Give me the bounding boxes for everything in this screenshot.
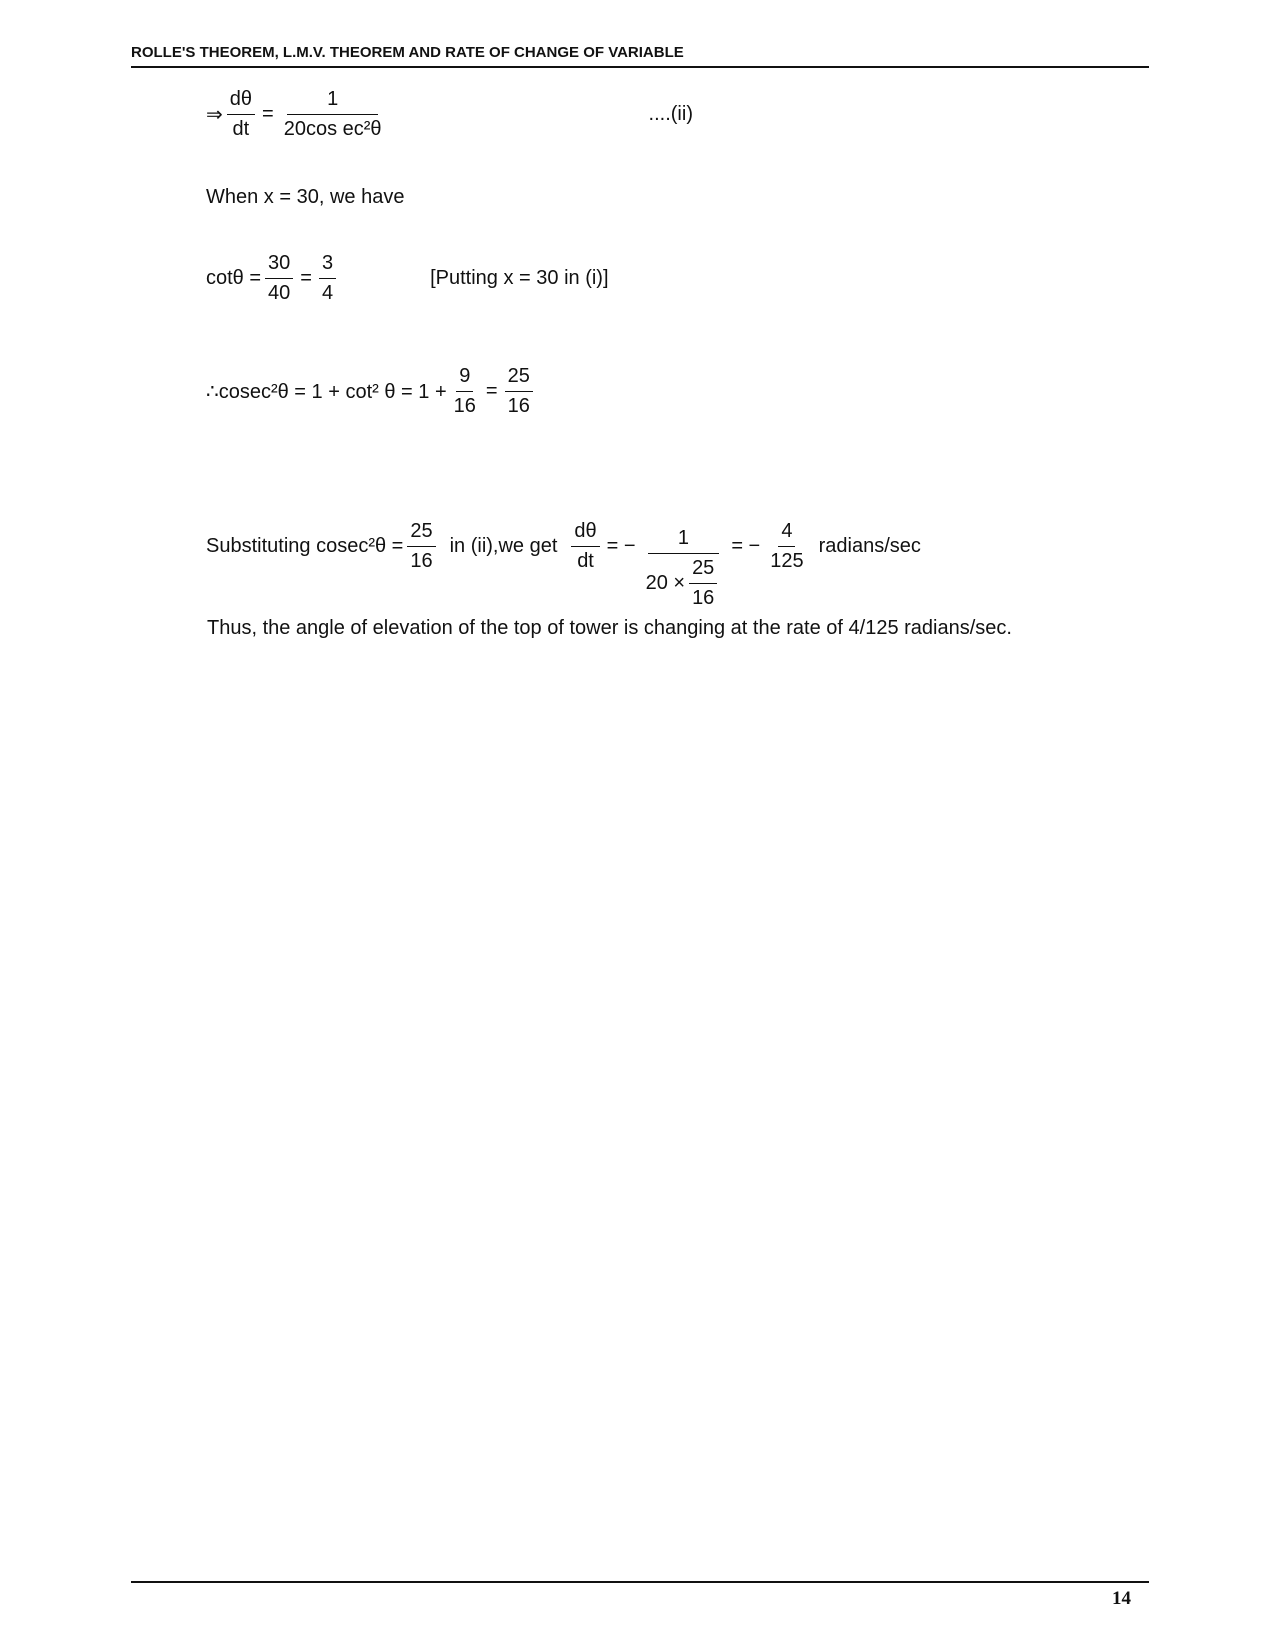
- equals: =: [262, 103, 274, 125]
- numerator: 3: [319, 252, 336, 279]
- text-mid: in (ii),we get: [449, 535, 558, 557]
- numerator: 25: [689, 557, 717, 584]
- equation-substitution: [206, 483, 921, 610]
- numerator: dθ: [571, 520, 599, 547]
- denominator: 40: [268, 282, 291, 304]
- denominator: 4: [321, 282, 334, 304]
- unit: radians/sec: [818, 535, 921, 557]
- nested-fraction: [689, 557, 717, 610]
- equals: =: [485, 380, 498, 402]
- denominator: [643, 554, 725, 610]
- lhs: ∴cosec²θ = 1 + cot² θ = 1 +: [206, 381, 447, 403]
- fraction: [643, 527, 725, 610]
- denominator: 16: [507, 395, 530, 417]
- lhs: Substituting cosec²θ =: [206, 535, 404, 557]
- fraction: [451, 365, 479, 418]
- denominator: 16: [410, 550, 433, 572]
- numerator: 1: [287, 88, 378, 115]
- numerator: 9: [456, 365, 473, 392]
- implies-symbol: ⇒: [206, 104, 223, 126]
- numerator: dθ: [227, 88, 255, 115]
- fraction: [571, 520, 599, 573]
- numerator: 30: [265, 252, 293, 279]
- fraction: [265, 252, 293, 305]
- denominator: dt: [577, 550, 594, 572]
- footer-rule: [131, 1581, 1149, 1583]
- equation-cosec: [206, 365, 537, 418]
- denominator: 16: [453, 395, 476, 417]
- denominator: 125: [770, 550, 804, 572]
- denominator: 20cos ec²θ: [283, 118, 382, 140]
- equals-minus: = −: [731, 535, 761, 557]
- numerator: 25: [505, 365, 533, 392]
- equation-ii: [206, 88, 693, 141]
- fraction: [281, 88, 385, 141]
- denominator-prefix: 20 ×: [645, 572, 686, 594]
- numerator: 25: [407, 520, 435, 547]
- conclusion-text: Thus, the angle of elevation of the top of tower is changing at the rate of 4/125 radians/sec.: [207, 617, 1012, 639]
- fraction: [319, 252, 336, 305]
- fraction: [767, 520, 806, 573]
- fraction: [505, 365, 533, 418]
- header-rule: [131, 66, 1149, 68]
- running-header: ROLLE'S THEOREM, L.M.V. THEOREM AND RATE OF CHANGE OF VARIABLE: [131, 44, 684, 61]
- text-when: When x = 30, we have: [206, 186, 405, 208]
- lhs: cotθ =: [206, 267, 262, 289]
- denominator: dt: [232, 118, 250, 140]
- note: [Putting x = 30 in (i)]: [430, 267, 609, 289]
- fraction: [227, 88, 255, 141]
- page-number: 14: [1112, 1588, 1131, 1609]
- numerator: 4: [778, 520, 795, 547]
- equation-cot: [206, 252, 609, 305]
- numerator: 1: [648, 527, 719, 554]
- equation-tag: ....(ii): [648, 103, 693, 125]
- equals: =: [300, 267, 312, 289]
- fraction: [407, 520, 435, 573]
- denominator: 16: [692, 587, 715, 609]
- equals-minus: = −: [606, 535, 636, 557]
